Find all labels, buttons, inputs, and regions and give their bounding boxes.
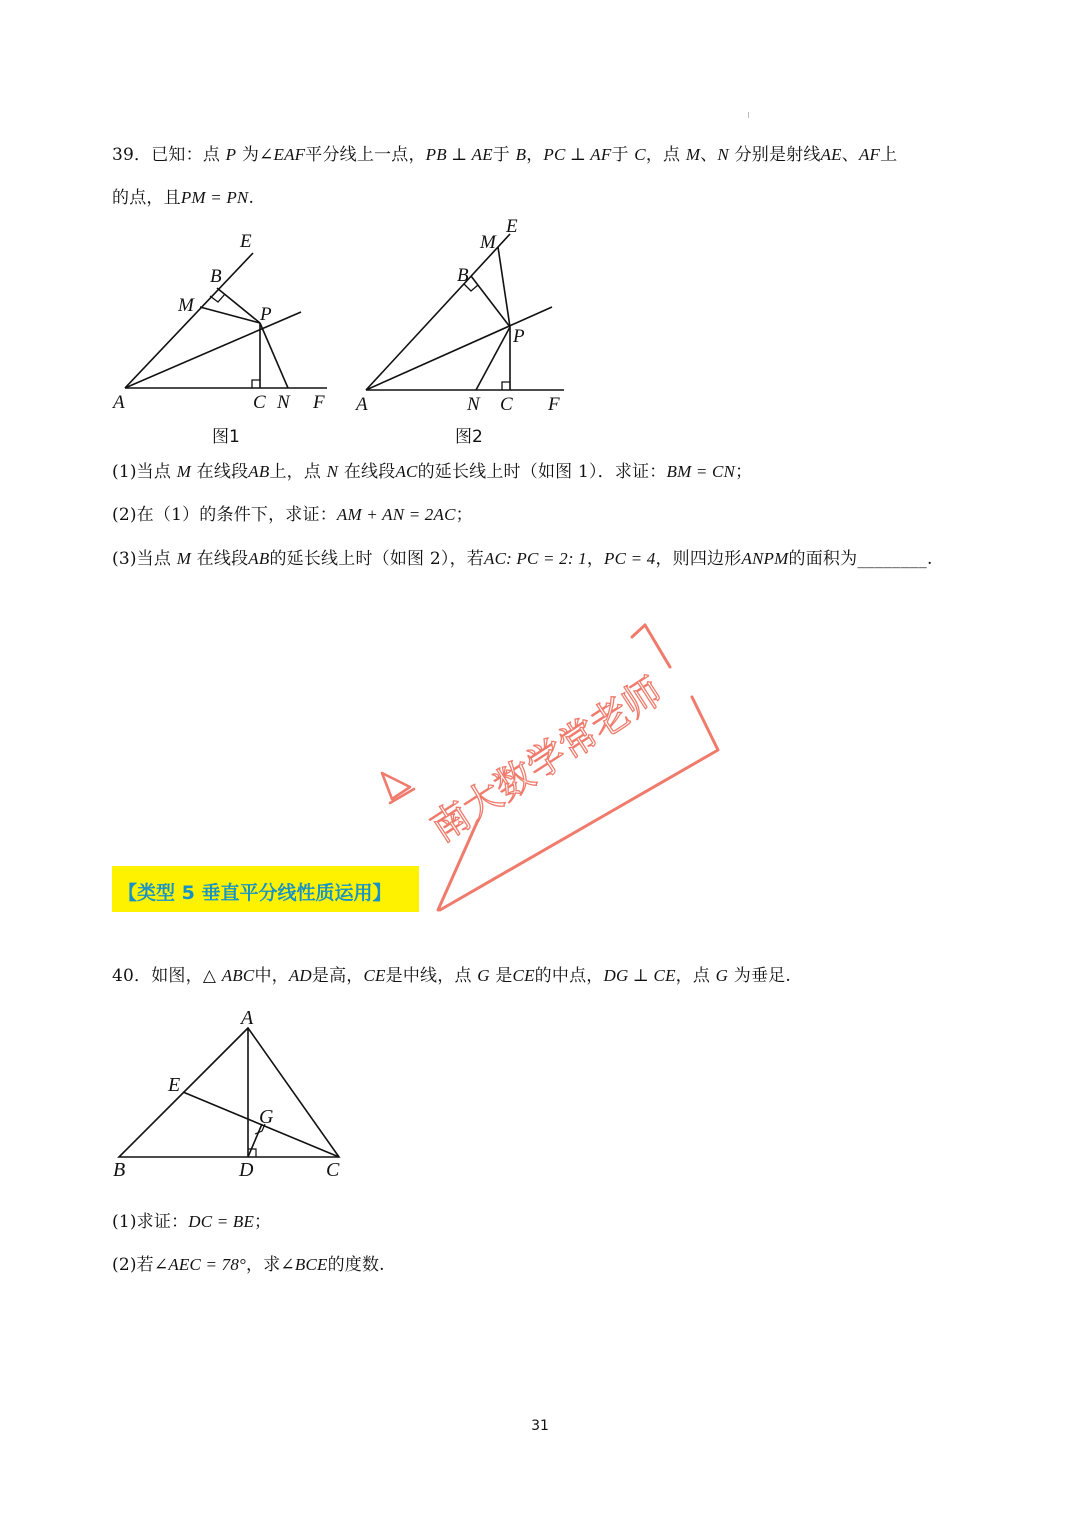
problem-40-line-1: 40．如图，△ ABC中，AD是高，CE是中线，点 G 是CE的中点，DG ⊥ CE，点 G 为垂足. xyxy=(112,966,791,986)
figure-1 xyxy=(105,225,340,415)
problem-39-question-1: (1)当点 M 在线段AB上，点 N 在线段AC的延长线上时（如图 1）．求证：BM = CN； xyxy=(112,462,753,482)
problem-40-question-2: (2)若∠AEC = 78°，求∠BCE的度数. xyxy=(112,1255,385,1275)
stamp-edge-top-short xyxy=(632,625,645,637)
segment-PN xyxy=(476,327,510,390)
figure-2-caption: 图2 xyxy=(455,427,483,447)
label-N: N xyxy=(277,392,290,413)
page-number: 31 xyxy=(531,1418,549,1434)
problem-40-question-1: (1)求证：DC = BE； xyxy=(112,1212,272,1232)
label-E: E xyxy=(240,231,252,252)
problem-39-line-2: 的点，且PM = PN. xyxy=(112,188,255,208)
label-M: M xyxy=(480,232,496,253)
segment-MP xyxy=(498,247,510,327)
label-C: C xyxy=(253,392,266,413)
ray-AE xyxy=(125,253,253,388)
right-angle-C xyxy=(502,382,510,390)
label-B: B xyxy=(113,1159,126,1181)
right-angle-C xyxy=(252,380,260,388)
watermark-stamp xyxy=(370,615,740,915)
label-P: P xyxy=(260,304,272,325)
figure-2 xyxy=(350,212,580,417)
label-C: C xyxy=(326,1159,340,1181)
label-M: M xyxy=(178,295,194,316)
figure-1-caption: 图1 xyxy=(212,427,240,447)
label-A: A xyxy=(113,392,125,413)
answer-blank: ________ xyxy=(857,549,927,569)
label-B: B xyxy=(457,265,469,286)
segment-PN xyxy=(260,323,288,388)
segment-DG xyxy=(248,1124,262,1157)
label-A: A xyxy=(356,394,368,415)
label-C: C xyxy=(500,394,513,415)
label-F: F xyxy=(313,392,325,413)
label-D: D xyxy=(239,1159,254,1181)
label-E: E xyxy=(168,1074,181,1096)
triangle-ABC xyxy=(119,1028,339,1157)
problem-39-question-3: (3)当点 M 在线段AB的延长线上时（如图 2），若AC: PC = 2: 1，PC = 4，则四边形ANPM的面积为________. xyxy=(112,549,933,569)
label-P: P xyxy=(513,326,525,347)
stamp-edge-top xyxy=(645,625,670,667)
problem-39-question-2: (2)在（1）的条件下，求证：AM + AN = 2AC； xyxy=(112,505,473,525)
label-G: G xyxy=(259,1106,274,1128)
scan-mark xyxy=(748,112,749,118)
watermark-text: 南大数学常老师 xyxy=(422,668,671,851)
section-header: 【类型 5 垂直平分线性质运用】 xyxy=(112,866,419,912)
problem-39-line-1: 39．已知：点 P 为∠EAF平分线上一点，PB ⊥ AE于 B，PC ⊥ AF于 C，点 M、N 分别是射线AE、AF上 xyxy=(112,145,898,165)
label-N: N xyxy=(467,394,480,415)
bisector-AP xyxy=(125,312,301,388)
label-A: A xyxy=(241,1007,254,1029)
label-E: E xyxy=(506,216,518,237)
figure-problem-40 xyxy=(105,1002,355,1187)
label-B: B xyxy=(210,266,222,287)
label-F: F xyxy=(548,394,560,415)
bisector-AP xyxy=(366,307,552,390)
